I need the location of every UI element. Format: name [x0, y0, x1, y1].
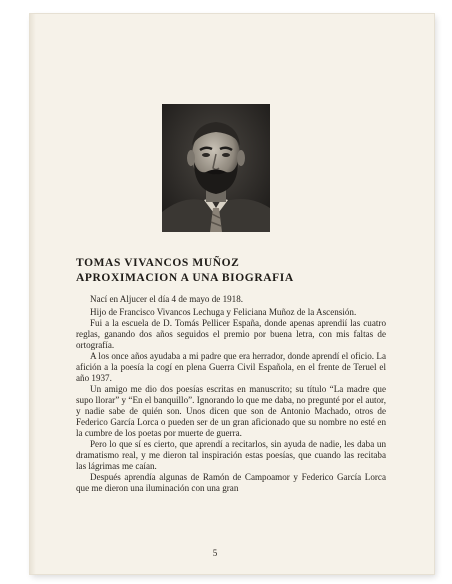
paragraph: Pero lo que sí es cierto, que aprendí a recitarlos, sin ayuda de nadie, les daba un dramatismo real, y me dieron tal inspiración estas poesías, que cuando las recitaba las lágrimas me caían. [76, 439, 386, 471]
paragraph: A los once años ayudaba a mi padre que era herrador, donde aprendí el oficio. La afición a la poesía la cogí en plena Guerra Civil Española, en el frente de Teruel el año 1937. [76, 351, 386, 383]
paragraph: Después aprendía algunas de Ramón de Campoamor y Federico García Lorca que me dieron una iluminación con una gran [76, 472, 386, 493]
paragraph: Hijo de Francisco Vivancos Lechuga y Feliciana Muñoz de la Ascensión. [90, 307, 357, 317]
page-number: 5 [212, 548, 218, 558]
paragraph: Un amigo me dio dos poesías escritas en manuscrito; su título “La madre que supo llorar” y “En el banquillo”. Ignorando lo que me daba, no pregunté por el autor, y nadie sabe de quién son. Unos dicen que son de Antonio Machado, otros de Federico García Lorca o pueden ser de un gran aficionado que su nombre no esté en la cumbre de los poetas por muerte de guerra. [76, 384, 386, 438]
portrait-photo [162, 104, 270, 232]
paragraph: Fui a la escuela de D. Tomás Pellicer España, donde apenas aprendií las cuatro reglas, ganando dos años seguidos el premio por buena letra, con mis faltas de ortografía. [76, 318, 386, 350]
heading-subtitle: APROXIMACION A UNA BIOGRAFIA [76, 272, 294, 284]
heading-name: TOMAS VIVANCOS MUÑOZ [76, 257, 240, 269]
page-binding-edge [30, 14, 36, 574]
chapter-heading [76, 256, 396, 286]
paragraph: Nací en Aljucer el día 4 de mayo de 1918. [90, 294, 244, 304]
biography-text [76, 294, 386, 494]
